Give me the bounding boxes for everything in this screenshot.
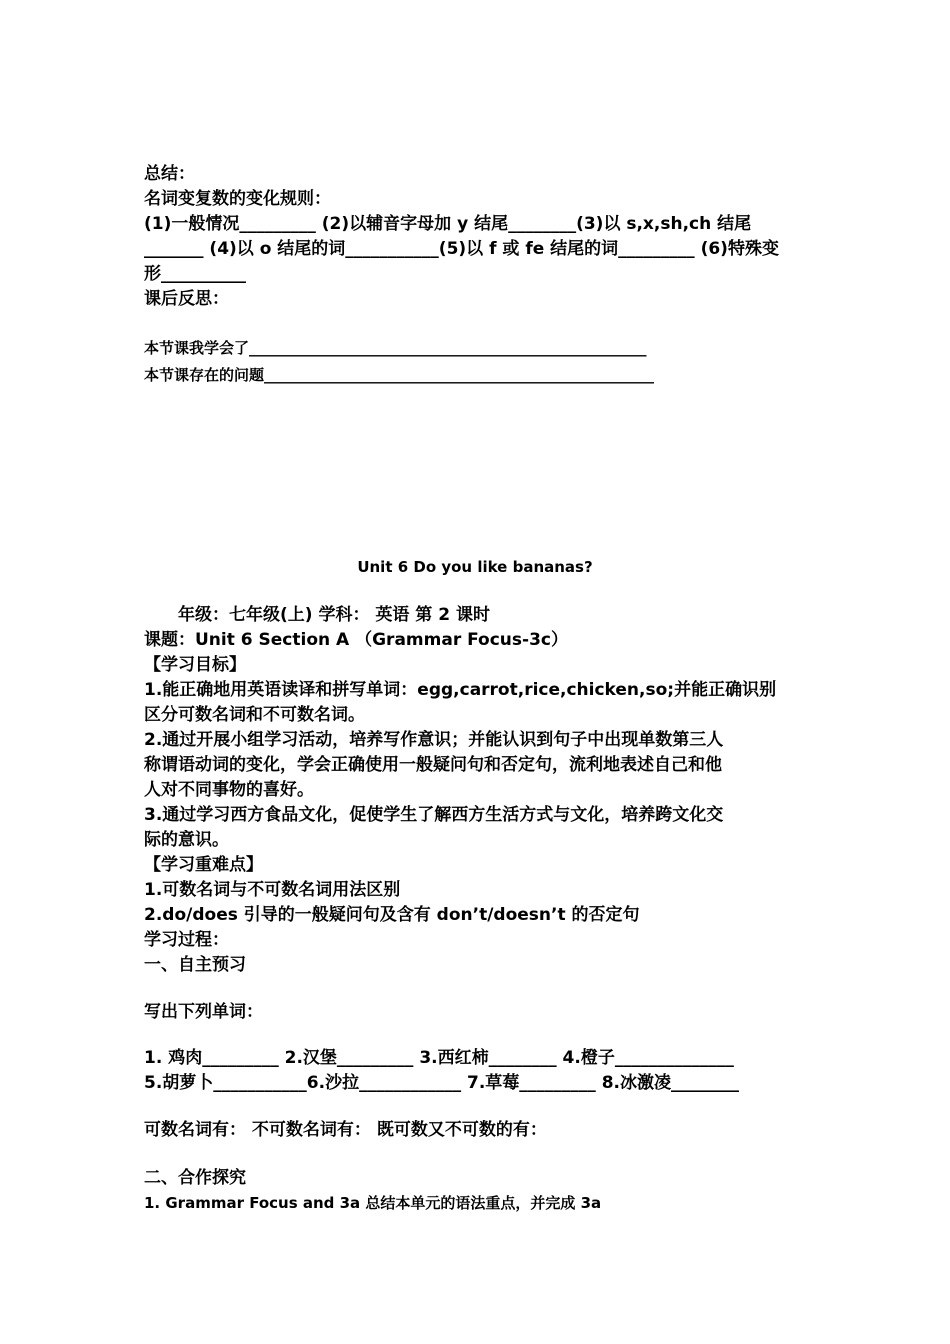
meta-line: 年级：七年级(上) 学科： 英语 第 2 课时 bbox=[178, 605, 490, 625]
topic-line: 课题：Unit 6 Section A （Grammar Focus-3c） bbox=[144, 630, 568, 650]
process-heading: 学习过程： bbox=[144, 930, 229, 950]
words-line-1: 1. 鸡肉_________ 2.汉堡_________ 3.西红柿________ 4.橙子______________ bbox=[144, 1048, 734, 1068]
objective-line: 2.通过开展小组学习活动，培养写作意识；并能认识到句子中出现单数第三人 bbox=[144, 730, 724, 750]
objective-line: 3.通过学习西方食品文化，促使学生了解西方生活方式与文化，培养跨文化交 bbox=[144, 805, 724, 825]
section-2-heading: 二、合作探究 bbox=[144, 1168, 246, 1188]
objective-line: 1.能正确地用英语读译和拼写单词：egg,carrot,rice,chicken,so;并能正确识别 bbox=[144, 680, 777, 700]
rules-line-1: (1)一般情况_________ (2)以辅音字母加 y 结尾________(3)以 s,x,sh,ch 结尾 bbox=[144, 214, 752, 234]
summary-heading: 总结： bbox=[144, 164, 195, 184]
grammar-focus-line: 1. Grammar Focus and 3a 总结本单元的语法重点，并完成 3a bbox=[144, 1194, 602, 1212]
objective-line: 称谓语动词的变化，学会正确使用一般疑问句和否定句，流利地表述自己和他 bbox=[144, 755, 722, 775]
objective-line: 际的意识。 bbox=[144, 830, 229, 850]
section-1-heading: 一、自主预习 bbox=[144, 955, 246, 975]
rules-line-3: 形__________ bbox=[144, 264, 246, 284]
rules-line-2: _______ (4)以 o 结尾的词___________(5)以 f 或 fe 结尾的词_________ (6)特殊变 bbox=[144, 239, 779, 259]
objective-line: 人对不同事物的喜好。 bbox=[144, 780, 314, 800]
key-points-heading: 【学习重难点】 bbox=[144, 855, 263, 875]
key-point-line: 1.可数名词与不可数名词用法区别 bbox=[144, 880, 401, 900]
objective-line: 区分可数名词和不可数名词。 bbox=[144, 705, 365, 725]
reflection-heading: 课后反思： bbox=[144, 289, 229, 309]
unit-title: Unit 6 Do you like bananas? bbox=[357, 558, 593, 576]
learned-line: 本节课我学会了_____________________________________________________ bbox=[144, 339, 647, 357]
problems-line: 本节课存在的问题____________________________________________________ bbox=[144, 366, 655, 384]
write-words-prompt: 写出下列单词： bbox=[144, 1002, 263, 1022]
words-line-2: 5.胡萝卜___________6.沙拉____________ 7.草莓_________ 8.冰激凌________ bbox=[144, 1073, 739, 1093]
key-point-line: 2.do/does 引导的一般疑问句及含有 don’t/doesn’t 的否定句 bbox=[144, 905, 640, 925]
classify-line: 可数名词有： 不可数名词有： 既可数又不可数的有： bbox=[144, 1120, 547, 1140]
objectives-heading: 【学习目标】 bbox=[144, 655, 246, 675]
rules-title: 名词变复数的变化规则： bbox=[144, 189, 331, 209]
